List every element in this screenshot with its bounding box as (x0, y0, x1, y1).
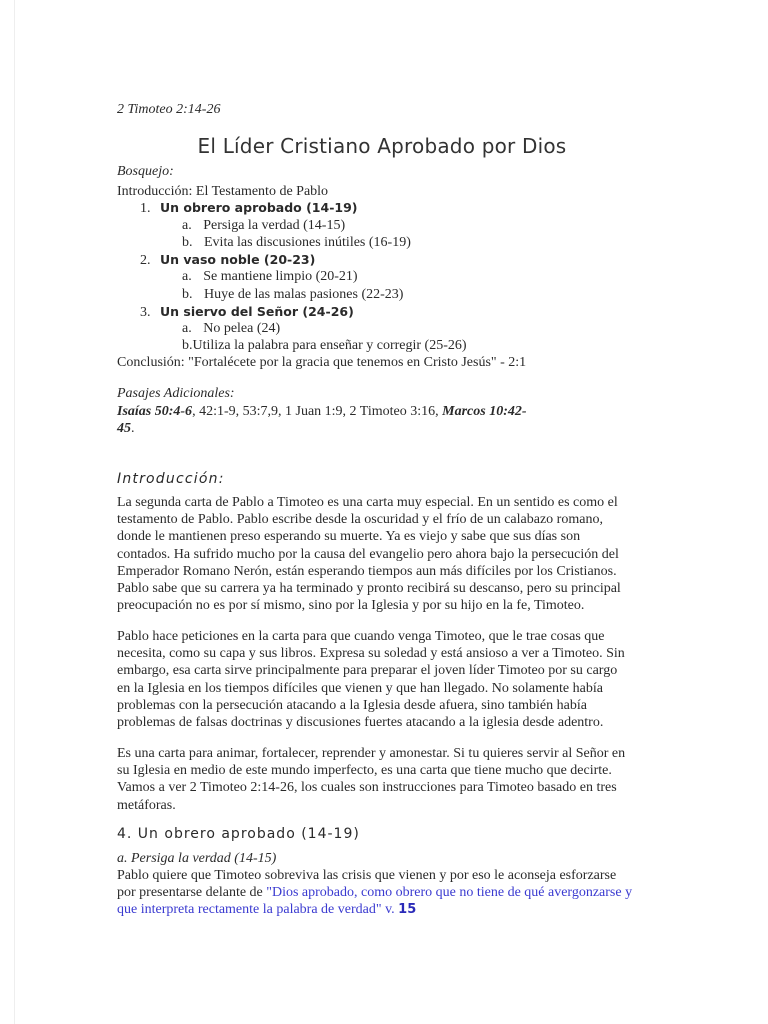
passages-label: Pasajes Adicionales: (117, 386, 235, 401)
sub-mark: a. (182, 269, 192, 284)
intro-heading: Introducción: (117, 471, 225, 487)
scripture-quote: "Dios aprobado, como obrero que no tiene de qué avergonzarse y (266, 885, 633, 901)
section-4-subheading: a. Persiga la verdad (14-15) (117, 851, 277, 866)
scripture-reference: 2 Timoteo 2:14-26 (117, 102, 221, 117)
text-line: La segunda carta de Pablo a Timoteo es una carta muy especial. En un sentido es como el (117, 495, 618, 510)
outline-item-number: 1. (140, 201, 151, 216)
sub-text: Evita las discusiones inútiles (16-19) (204, 235, 411, 250)
passage-marcos: Marcos 10:42- (442, 404, 527, 419)
sub-text: No pelea (24) (203, 321, 281, 336)
text-line (117, 884, 637, 901)
text-line: Vamos a ver 2 Timoteo 2:14-26, los cuales son instrucciones para Timoteo basado en tres (117, 780, 617, 796)
text-line: problemas de falsas doctrinas y discusiones fuertes atacando a la iglesia desde adentro. (117, 715, 604, 731)
sub-text: Se mantiene limpio (20-21) (203, 269, 358, 284)
text-line: Pablo quiere que Timoteo sobreviva las crisis que vienen y por eso le aconseja esforzarse (117, 868, 617, 883)
intro-paragraph-1 (117, 494, 637, 614)
sub-mark: a. (182, 218, 192, 233)
outline-item-label: Un siervo del Señor (24-26) (160, 304, 354, 319)
text-line: metáforas. (117, 797, 176, 813)
sub-text: Persiga la verdad (14-15) (203, 218, 346, 233)
outline-label: Bosquejo: (117, 164, 174, 179)
outline-conclusion: Conclusión: "Fortalécete por la gracia que tenemos en Cristo Jesús" - 2:1 (117, 355, 527, 370)
text-line (117, 901, 637, 918)
outline-item-number: 2. (140, 253, 151, 268)
section-4-heading: 4. Un obrero aprobado (14-19) (117, 826, 360, 842)
text-line: embargo, esa carta sirve principalmente para preparar el joven líder Timoteo por su cargo (117, 663, 618, 679)
outline-item-2 (140, 251, 315, 269)
scripture-quote: que interpreta rectamente la palabra de verdad" v. (117, 902, 399, 918)
outline-item-label: Un vaso noble (20-23) (160, 252, 316, 267)
sub-text: Huye de las malas pasiones (22-23) (204, 287, 404, 302)
sub-mark: b. (182, 235, 193, 250)
outline-sub-3b (182, 337, 467, 354)
text-line: preocupación no es por sí mismo, sino por la Iglesia y por su hijo en la fe, Timoteo. (117, 598, 585, 614)
text-line: problemas con la persecución atacando a la Iglesia desde afuera, sino también había (117, 697, 587, 713)
passage-isaias: Isaías 50:4-6 (117, 404, 193, 419)
outline-item-1 (140, 199, 358, 217)
page-title: El Líder Cristiano Aprobado por Dios (197, 134, 567, 158)
passages-line-2: 45. (117, 421, 135, 436)
passage-marcos-cont: 45 (117, 421, 131, 436)
text-line: Emperador Romano Nerón, están esperando tiempos aun más difíciles por los Cristianos. (117, 563, 617, 579)
plain-text: por presentarse delante de (117, 885, 267, 901)
outline-sub-1b (182, 234, 411, 251)
text-line: en la Iglesia en los tiempos difíciles que vienen y que han llegado. No solamente había (117, 680, 603, 696)
text-line: contados. Ha sufrido mucho por la causa del evangelio pero ahora bajo la persecución del (117, 546, 619, 562)
text-line: su Iglesia en medio de este mundo imperfecto, es una carta que tiene mucho que decirte. (117, 763, 612, 779)
intro-paragraph-2 (117, 628, 637, 731)
text-line: necesita, como su capa y sus libros. Expresa su soledad y está ansioso a ver a Timoteo. Sin (117, 646, 625, 662)
sub-mark: a. (182, 321, 192, 336)
intro-paragraph-3 (117, 745, 637, 814)
outline-item-number: 3. (140, 305, 151, 320)
text-line: Pablo sabe que su carrera ya ha terminado y pronto recibirá su descanso, pero su principal (117, 581, 621, 597)
outline-sub-1a (182, 217, 345, 234)
sub-mark: b. (182, 287, 193, 302)
text-line: Pablo hace peticiones en la carta para que cuando venga Timoteo, que le trae cosas que (117, 629, 605, 644)
verse-number: 15 (398, 902, 417, 918)
page-edge (14, 0, 15, 1024)
outline-intro: Introducción: El Testamento de Pablo (117, 184, 329, 199)
passage-middle: , 42:1-9, 53:7,9, 1 Juan 1:9, 2 Timoteo 3:16, (192, 404, 439, 419)
text-line: donde le mantienen preso esperando su muerte. Ya es viejo y sabe que sus días son (117, 529, 581, 545)
text-line: testamento de Pablo. Pablo escribe desde la oscuridad y el frío de un calabazo romano, (117, 512, 603, 528)
outline-item-3 (140, 303, 354, 321)
outline-sub-2b (182, 286, 403, 303)
outline-sub-2a (182, 268, 358, 285)
passages-line (117, 403, 527, 420)
section-4-paragraph (117, 867, 637, 919)
sub-text: Utiliza la palabra para enseñar y corregir (25-26) (192, 338, 467, 353)
text-line: Es una carta para animar, fortalecer, reprender y amonestar. Si tu quieres servir al Señor en (117, 746, 626, 761)
sub-mark: b. (182, 338, 193, 353)
outline-item-label: Un obrero aprobado (14-19) (160, 200, 358, 215)
outline-sub-3a (182, 320, 280, 337)
